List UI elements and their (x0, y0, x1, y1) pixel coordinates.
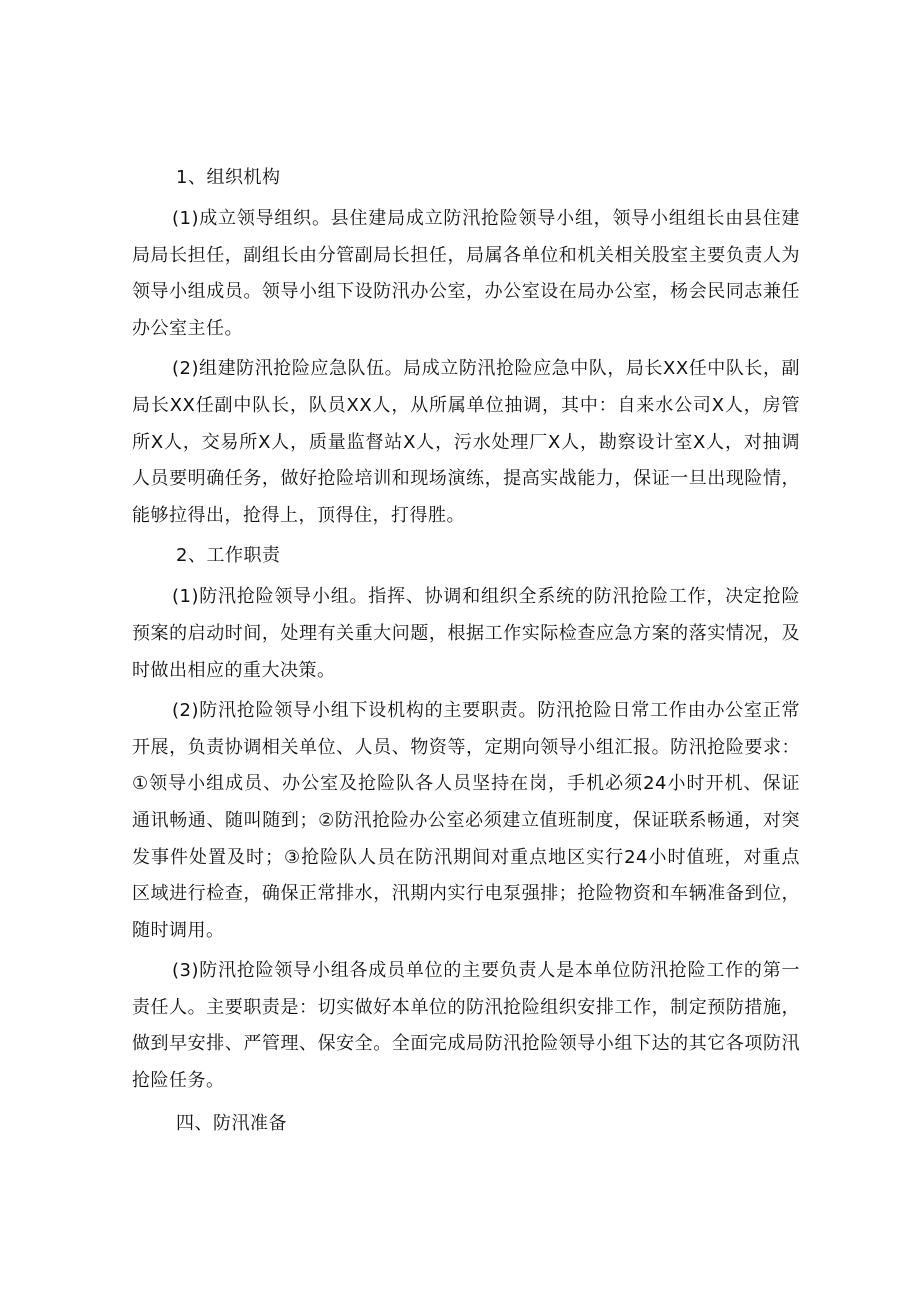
paragraph-member-unit-duties: (3)防汛抢险领导小组各成员单位的主要负责人是本单位防汛抢险工作的第一责任人。主要职责是：切实做好本单位的防汛抢险组织安排工作，制定预防措施，做到早安排、严管理、保安全。全面完成局防汛抢险领导小组下达的其它各项防汛抢险任务。 (132, 960, 800, 1092)
paragraph-leadership-group: (1)成立领导组织。县住建局成立防汛抢险领导小组，领导小组组长由县住建局局长担任，副组长由分管副局长担任，局属各单位和机关相关股室主要负责人为领导小组成员。领导小组下设防汛办公室，办公室设在局办公室，杨会民同志兼任办公室主任。 (132, 208, 800, 339)
paragraph-leadership-duties: (1)防汛抢险领导小组。指挥、协调和组织全系统的防汛抢险工作，决定抢险预案的启动时间，处理有关重大问题，根据工作实际检查应急方案的落实情况，及时做出相应的重大决策。 (132, 586, 800, 681)
section-heading-duties: 2、工作职责 (176, 545, 281, 567)
section-heading-organization: 1、组织机构 (176, 167, 281, 188)
section-heading-flood-preparation: 四、防汛准备 (176, 1112, 287, 1134)
document-body (132, 160, 800, 1147)
paragraph-emergency-team: (2)组建防汛抢险应急队伍。局成立防汛抢险应急中队，局长XX任中队长，副局长XX任副中队长，队员XX人，从所属单位抽调，其中：自来水公司X人，房管所X人，交易所X人，质量监督站X人，污水处理厂X人，勘察设计室X人，对抽调人员要明确任务，做好抢险培训和现场演练，提高实战能力，保证一旦出现险情，能够拉得出，抢得上，顶得住，打得胜。 (132, 358, 800, 526)
paragraph-office-duties: (2)防汛抢险领导小组下设机构的主要职责。防汛抢险日常工作由办公室正常开展，负责协调相关单位、人员、物资等，定期向领导小组汇报。防汛抢险要求：①领导小组成员、办公室及抢险队各人员坚持在岗，手机必须24小时开机、保证通讯畅通、随叫随到；②防汛抢险办公室必须建立值班制度，保证联系畅通，对突发事件处置及时；③抢险队人员在防汛期间对重点地区实行24小时值班，对重点区域进行检查，确保正常排水，汛期内实行电泵强排；抢险物资和车辆准备到位，随时调用。 (132, 700, 800, 941)
